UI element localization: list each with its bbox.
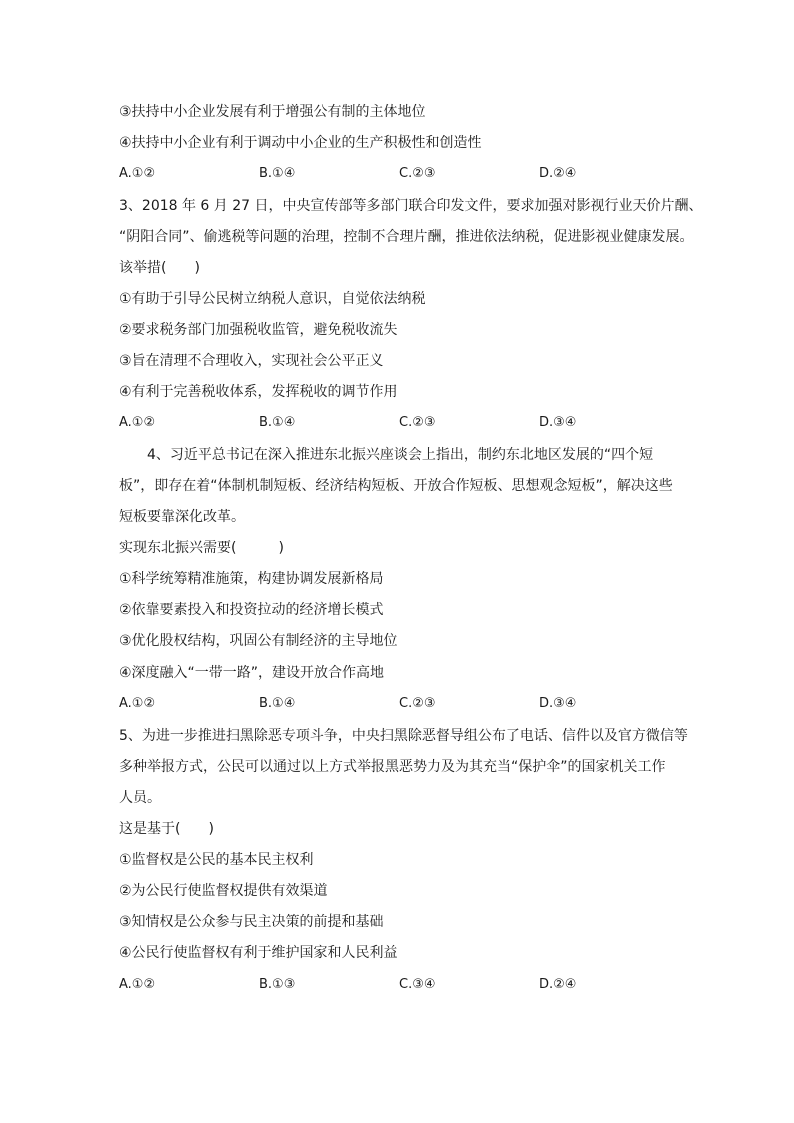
q4-option-a: A.①②	[119, 696, 156, 711]
q2-option-a: A.①②	[119, 166, 156, 181]
q3-statement-1: ①有助于引导公民树立纳税人意识，自觉依法纳税	[119, 291, 426, 307]
q3-option-b: B.①④	[259, 415, 296, 430]
q3-statement-3: ③旨在清理不合理收入，实现社会公平正义	[119, 353, 384, 369]
q2-option-b: B.①④	[259, 166, 296, 181]
q5-stem-line-1: 5、为进一步推进扫黑除恶专项斗争，中央扫黑除恶督导组公布了电话、信件以及官方微信等	[119, 728, 688, 744]
q3-stem-line-3: 该举措( )	[119, 260, 200, 276]
q3-option-c: C.②③	[399, 415, 436, 430]
q5-option-c: C.③④	[399, 977, 436, 992]
q4-option-b: B.①④	[259, 696, 296, 711]
q3-statement-4: ④有利于完善税收体系，发挥税收的调节作用	[119, 384, 398, 400]
q3-stem-line-1: 3、2018 年 6 月 27 日，中央宣传部等多部门联合印发文件，要求加强对影视行业天价片酬、	[119, 198, 703, 214]
q4-statement-1: ①科学统筹精准施策，构建协调发展新格局	[119, 571, 384, 587]
q4-stem-line-4: 实现东北振兴需要( )	[119, 540, 284, 556]
q2-statement-3: ③扶持中小企业发展有利于增强公有制的主体地位	[119, 104, 426, 120]
q5-statement-1: ①监督权是公民的基本民主权利	[119, 852, 314, 868]
q4-statement-4: ④深度融入“一带一路”，建设开放合作高地	[119, 665, 385, 681]
q5-statement-2: ②为公民行使监督权提供有效渠道	[119, 883, 328, 899]
q2-option-d: D.②④	[539, 166, 577, 181]
q2-option-c: C.②③	[399, 166, 436, 181]
q5-stem-line-4: 这是基于( )	[119, 821, 214, 837]
q3-stem-line-2: “阴阳合同”、偷逃税等问题的治理，控制不合理片酬，推进依法纳税，促进影视业健康发展。	[119, 229, 694, 245]
q4-stem-line-1: 4、习近平总书记在深入推进东北振兴座谈会上指出，制约东北地区发展的“四个短	[147, 447, 654, 463]
q5-option-d: D.②④	[539, 977, 577, 992]
q4-option-c: C.②③	[399, 696, 436, 711]
q4-statement-2: ②依靠要素投入和投资拉动的经济增长模式	[119, 602, 384, 618]
q4-statement-3: ③优化股权结构，巩固公有制经济的主导地位	[119, 633, 398, 649]
q5-statement-3: ③知情权是公众参与民主决策的前提和基础	[119, 914, 384, 930]
q3-statement-2: ②要求税务部门加强税收监管，避免税收流失	[119, 322, 398, 338]
q5-stem-line-2: 多种举报方式，公民可以通过以上方式举报黑恶势力及为其充当“保护伞”的国家机关工作	[119, 759, 666, 775]
q3-option-d: D.③④	[539, 415, 577, 430]
q3-option-a: A.①②	[119, 415, 156, 430]
q2-statement-4: ④扶持中小企业有利于调动中小企业的生产积极性和创造性	[119, 135, 482, 151]
q5-option-a: A.①②	[119, 977, 156, 992]
q5-option-b: B.①③	[259, 977, 296, 992]
q4-stem-line-2: 板”，即存在着“体制机制短板、经济结构短板、开放合作短板、思想观念短板”，解决这些	[119, 478, 673, 494]
q4-option-d: D.③④	[539, 696, 577, 711]
q5-stem-line-3: 人员。	[119, 790, 161, 806]
q4-stem-line-3: 短板要靠深化改革。	[119, 509, 245, 525]
q5-statement-4: ④公民行使监督权有利于维护国家和人民利益	[119, 945, 398, 961]
